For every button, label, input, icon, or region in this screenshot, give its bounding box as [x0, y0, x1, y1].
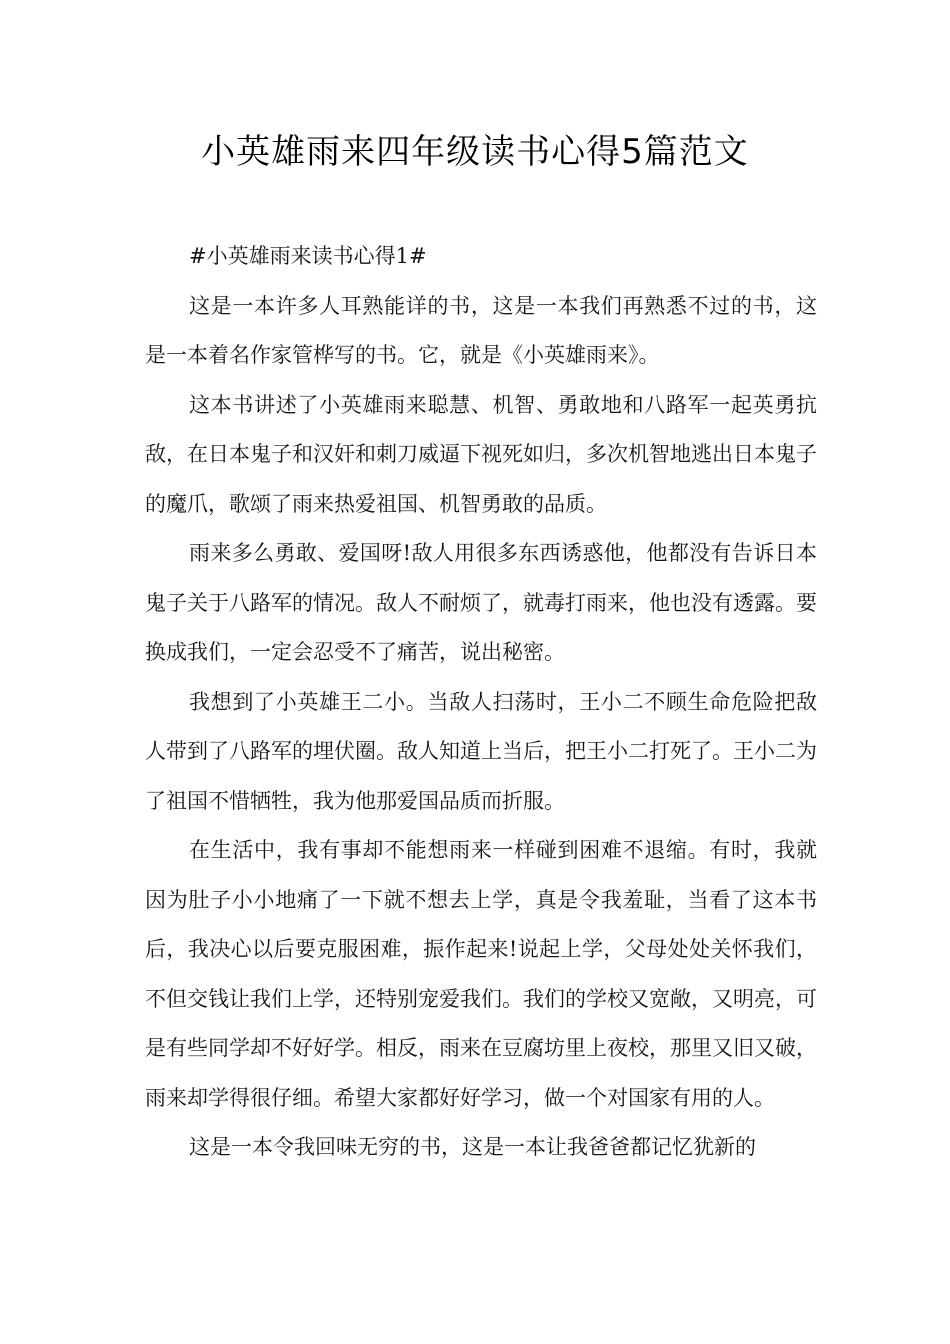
paragraph: 在生活中，我有事却不能想雨来一样碰到困难不退缩。有时，我就因为肚子小小地痛了一下就不想去上学，真是令我羞耻，当看了这本书后，我决心以后要克服困难，振作起来!说起上学，父母处处关怀我们，不但交钱让我们上学，还特别宠爱我们。我们的学校又宽敞，又明亮，可是有些同学却不好好学。相反，雨来在豆腐坊里上夜校，那里又旧又破，雨来却学得很仔细。希望大家都好好学习，做一个对国家有用的人。	[145, 838, 817, 1110]
section-heading: #小英雄雨来读书心得1#	[189, 244, 427, 268]
paragraph: 我想到了小英雄王二小。当敌人扫荡时，王小二不顾生命危险把敌人带到了八路军的埋伏圈。敌人知道上当后，把王小二打死了。王小二为了祖国不惜牺牲，我为他那爱国品质而折服。	[145, 689, 817, 813]
paragraph: 这本书讲述了小英雄雨来聪慧、机智、勇敢地和八路军一起英勇抗敌，在日本鬼子和汉奸和刺刀威逼下视死如归，多次机智地逃出日本鬼子的魔爪，歌颂了雨来热爱祖国、机智勇敢的品质。	[145, 392, 817, 516]
document-title: 小英雄雨来四年级读书心得5篇范文	[201, 132, 749, 172]
paragraph: 雨来多么勇敢、爱国呀!敌人用很多东西诱惑他，他都没有告诉日本鬼子关于八路军的情况。敌人不耐烦了，就毒打雨来，他也没有透露。要换成我们，一定会忍受不了痛苦，说出秘密。	[145, 541, 817, 664]
document-body	[145, 232, 817, 1173]
paragraph: 这是一本许多人耳熟能详的书，这是一本我们再熟悉不过的书，这是一本着名作家管桦写的书。它，就是《小英雄雨来》。	[145, 293, 817, 367]
paragraph: 这是一本令我回味无穷的书，这是一本让我爸爸都记忆犹新的	[189, 1135, 756, 1159]
